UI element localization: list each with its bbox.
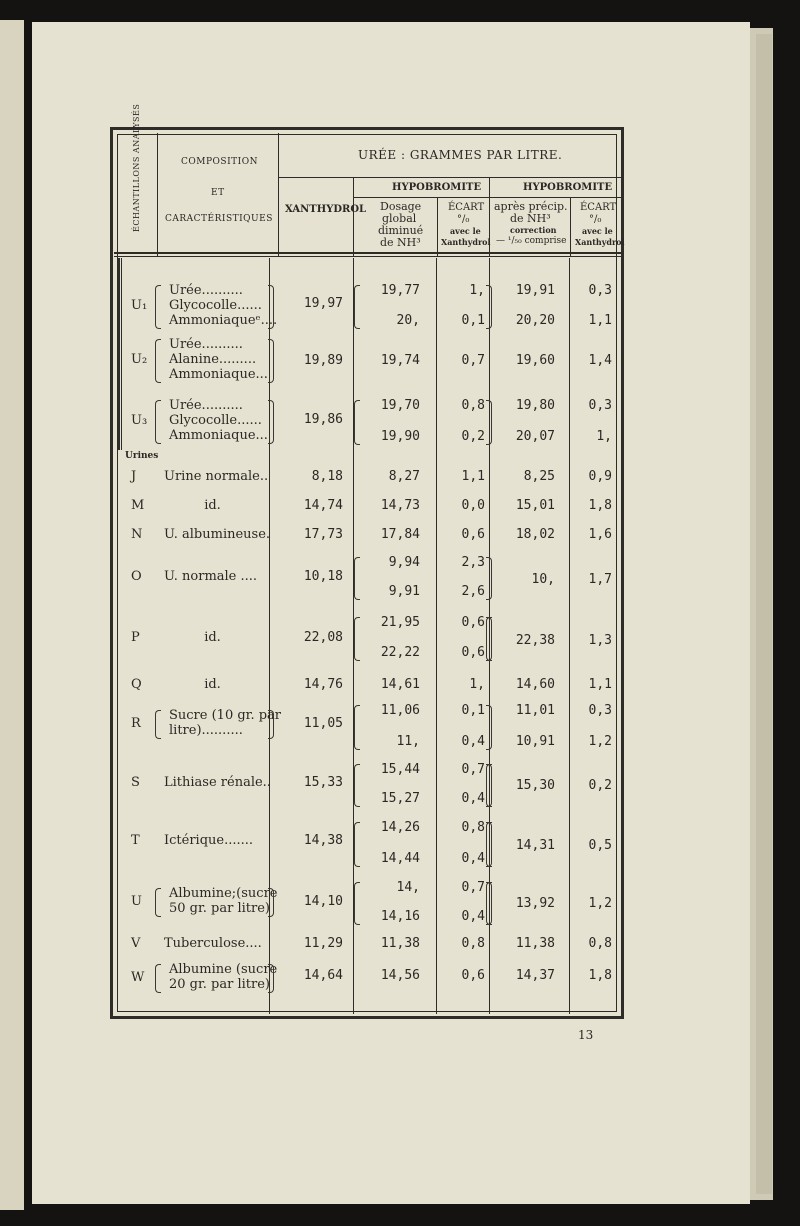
left-page-edge (0, 20, 24, 1210)
ecart2-value: 0,3 (588, 283, 612, 298)
col-rule-6 (570, 198, 571, 256)
xanthydrol-value: 14,76 (303, 677, 343, 692)
composition-cell: Alanine......... (169, 352, 257, 367)
header-composition-3: CARACTÉRISTIQUES (165, 214, 273, 224)
ecart2-value: 1,4 (588, 353, 612, 368)
ecart1-brace (486, 285, 492, 329)
composition-brace-right (268, 964, 274, 993)
header-composition-1: COMPOSITION (181, 157, 258, 167)
apres-value: 22,38 (515, 633, 555, 648)
xanthydrol-value: 11,29 (303, 936, 343, 951)
ecart2-value: 0,3 (588, 398, 612, 413)
apres-value: 19,91 (515, 283, 555, 298)
ecart1-value: 0,6 (461, 645, 485, 660)
composition-cell: Urée.......... (169, 337, 243, 352)
ecart1-value: 0,4 (461, 909, 485, 924)
row-id: P (131, 630, 140, 645)
composition-cell: id. (204, 498, 221, 513)
ecart2-value: 1,8 (588, 498, 612, 513)
composition-brace-right (268, 285, 274, 329)
xanthydrol-value: 17,73 (303, 527, 343, 542)
apres-value: 11,01 (515, 703, 555, 718)
header-dosage-4: de NH³ (380, 236, 421, 249)
hypo1-rule (353, 197, 489, 198)
header-dosage-1: Dosage (380, 200, 422, 213)
apres-value: 14,60 (515, 677, 555, 692)
ecart2-value: 0,8 (588, 936, 612, 951)
xanthydrol-value: 19,97 (303, 296, 343, 311)
dosage-value: 9,94 (388, 555, 420, 570)
dosage-value: 20, (396, 313, 420, 328)
composition-cell: Albumine;(sucre (169, 886, 278, 901)
composition-cell: 20 gr. par litre) (169, 977, 270, 992)
header-dosage-2: global (382, 212, 417, 225)
row-id: U₃ (131, 413, 148, 428)
ecart1-value: 1,1 (461, 469, 485, 484)
ecart1-value: 1, (469, 283, 485, 298)
col-rule-body-6 (569, 258, 570, 1014)
apres-brace (486, 617, 492, 661)
ecart2-value: 1,8 (588, 968, 612, 983)
apres-value: 15,01 (515, 498, 555, 513)
dosage-value: 14,61 (380, 677, 420, 692)
composition-cell: Sucre (10 gr. par (169, 708, 282, 723)
page-number: 13 (578, 1028, 594, 1042)
composition-cell: 50 gr. par litre) (169, 901, 270, 916)
row-id: U (131, 893, 142, 909)
ecart1-value: 2,3 (461, 555, 485, 570)
ecart2-value: 1,1 (588, 313, 612, 328)
apres-brace (486, 822, 492, 867)
dosage-value: 14,73 (380, 498, 420, 513)
ecart1-value: 0,8 (461, 936, 485, 951)
dosage-value: 21,95 (380, 615, 420, 630)
composition-cell: Ammoniaque... (169, 428, 268, 443)
col-rule-body-4 (436, 258, 437, 1014)
col-rule-1 (157, 133, 158, 256)
header-hypobromite-2: HYPOBROMITE (523, 182, 613, 193)
header-ecart2-1: ÉCART (580, 202, 617, 213)
header-echantillons: ÉCHANTILLONS ANALYSÉS (132, 103, 141, 232)
col-rule-2 (278, 133, 279, 256)
dosage-value: 14, (396, 880, 420, 895)
row-id: T (131, 833, 140, 848)
dosage-value: 14,56 (380, 968, 420, 983)
dosage-value: 19,70 (380, 398, 420, 413)
dosage-value: 11,38 (380, 936, 420, 951)
uree-rule (278, 177, 621, 178)
ecart1-value: 0,6 (461, 968, 485, 983)
header-bottom-rule (114, 252, 621, 254)
ecart2-value: 1,2 (588, 734, 612, 749)
xanthydrol-value: 8,18 (311, 469, 343, 484)
col-rule-4 (437, 198, 438, 256)
composition-brace-right (268, 888, 274, 917)
dosage-value: 14,26 (380, 820, 420, 835)
composition-cell: Tuberculose.... (164, 936, 262, 951)
row-id: V (131, 936, 141, 951)
dosage-brace (354, 882, 360, 925)
composition-brace-left (155, 285, 161, 329)
ecart1-value: 0,2 (461, 429, 485, 444)
dosage-value: 15,44 (380, 762, 420, 777)
composition-cell: id. (204, 630, 221, 645)
ecart2-value: 1,7 (588, 572, 612, 587)
composition-brace-left (155, 339, 161, 383)
ecart1-brace (486, 400, 492, 445)
ecart2-value: 1, (596, 429, 612, 444)
composition-cell: litre).......... (169, 723, 243, 738)
ecart2-value: 1,6 (588, 527, 612, 542)
composition-cell: Ammoniaque... (169, 367, 268, 382)
composition-brace-left (155, 888, 161, 917)
row-id: Q (131, 677, 142, 692)
composition-cell: Lithiase rénale.. (164, 775, 271, 790)
composition-brace-left (155, 964, 161, 993)
composition-brace-right (268, 710, 274, 739)
xanthydrol-value: 14,38 (303, 833, 343, 848)
composition-cell: Glycocolle...... (169, 413, 262, 428)
dosage-value: 19,90 (380, 429, 420, 444)
xanthydrol-value: 14,10 (303, 894, 343, 909)
apres-value: 19,80 (515, 398, 555, 413)
row-id: S (131, 775, 140, 790)
apres-value: 14,37 (515, 968, 555, 983)
row-id: U₁ (131, 298, 148, 313)
header-apres-3: correction (510, 225, 557, 235)
dosage-brace (354, 617, 360, 661)
ecart1-value: 0,7 (461, 880, 485, 895)
header-uree: URÉE : GRAMMES PAR LITRE. (358, 148, 563, 162)
dosage-brace (354, 764, 360, 807)
composition-brace-left (155, 400, 161, 444)
ecart1-value: 0,8 (461, 398, 485, 413)
dosage-brace (354, 400, 360, 445)
dosage-value: 9,91 (388, 584, 420, 599)
composition-cell: Urée.......... (169, 283, 243, 298)
ecart1-value: 1, (469, 677, 485, 692)
header-ecart1-4: Xanthydrol (441, 237, 491, 247)
apres-brace (486, 882, 492, 925)
ecart1-value: 0,6 (461, 615, 485, 630)
dosage-value: 11, (396, 734, 420, 749)
header-apres-2: de NH³ (510, 212, 551, 225)
apres-value: 11,38 (515, 936, 555, 951)
ecart2-value: 0,5 (588, 838, 612, 853)
dosage-value: 22,22 (380, 645, 420, 660)
composition-cell: Urine normale.. (164, 469, 269, 484)
page-stack-edge-inner (756, 34, 772, 1194)
dosage-value: 19,74 (380, 353, 420, 368)
dosage-value: 11,06 (380, 703, 420, 718)
ecart1-value: 0,0 (461, 498, 485, 513)
left-double-rule (118, 258, 120, 450)
header-ecart1-3: avec le (450, 226, 481, 236)
dosage-brace (354, 285, 360, 329)
header-ecart1-2: °/₀ (457, 214, 470, 225)
dosage-value: 19,77 (380, 283, 420, 298)
row-id: J (131, 469, 137, 484)
apres-value: 18,02 (515, 527, 555, 542)
header-dosage-3: diminué (378, 224, 424, 237)
ecart2-value: 1,3 (588, 633, 612, 648)
ecart1-value: 0,4 (461, 851, 485, 866)
ecart1-value: 0,1 (461, 703, 485, 718)
ecart1-value: 0,7 (461, 353, 485, 368)
header-ecart1-1: ÉCART (448, 202, 485, 213)
ecart1-value: 0,6 (461, 527, 485, 542)
ecart2-value: 1,2 (588, 896, 612, 911)
xanthydrol-value: 14,74 (303, 498, 343, 513)
dosage-brace (354, 557, 360, 600)
row-id: O (131, 569, 142, 584)
xanthydrol-value: 19,89 (303, 353, 343, 368)
dosage-brace (354, 822, 360, 867)
ecart1-value: 0,7 (461, 762, 485, 777)
xanthydrol-value: 22,08 (303, 630, 343, 645)
header-xanthydrol: XANTHYDROL (285, 204, 367, 215)
xanthydrol-value: 19,86 (303, 412, 343, 427)
row-id: W (131, 969, 145, 985)
header-apres-1: après précip. (494, 200, 568, 213)
apres-value: 10,91 (515, 734, 555, 749)
header-hypobromite-1: HYPOBROMITE (392, 182, 482, 193)
hypo2-rule (489, 197, 621, 198)
composition-cell: U. albumineuse. (164, 527, 271, 542)
apres-value: 14,31 (515, 838, 555, 853)
left-double-rule-2 (121, 258, 122, 450)
ecart1-value: 0,1 (461, 313, 485, 328)
row-id: N (131, 527, 143, 542)
ecart1-value: 0,4 (461, 734, 485, 749)
header-ecart2-3: avec le (582, 226, 613, 236)
dosage-brace (354, 705, 360, 750)
apres-brace (486, 764, 492, 807)
xanthydrol-value: 15,33 (303, 775, 343, 790)
dosage-value: 15,27 (380, 791, 420, 806)
ecart2-value: 0,2 (588, 778, 612, 793)
composition-cell: Glycocolle...... (169, 298, 262, 313)
apres-value: 20,07 (515, 429, 555, 444)
composition-brace-right (268, 339, 274, 383)
dosage-value: 14,44 (380, 851, 420, 866)
ecart1-value: 0,4 (461, 791, 485, 806)
composition-cell: Urée.......... (169, 398, 243, 413)
apres-value: 19,60 (515, 353, 555, 368)
header-bottom-rule-2 (114, 256, 621, 257)
urines-label: Urines (125, 451, 159, 461)
row-id: U₂ (131, 352, 148, 367)
composition-cell: id. (204, 677, 221, 692)
ecart1-value: 2,6 (461, 584, 485, 599)
xanthydrol-value: 14,64 (303, 968, 343, 983)
composition-cell: Ammoniaqueᵉ.... (169, 313, 278, 328)
xanthydrol-value: 10,18 (303, 569, 343, 584)
col-rule-3 (353, 177, 354, 256)
row-id: R (131, 715, 141, 731)
dosage-value: 8,27 (388, 469, 420, 484)
apres-value: 13,92 (515, 896, 555, 911)
header-composition-2: ET (211, 188, 225, 198)
apres-value: 15,30 (515, 778, 555, 793)
row-id: M (131, 498, 145, 513)
composition-cell: Albumine (sucre (169, 962, 278, 977)
composition-cell: Ictérique....... (164, 833, 254, 848)
ecart2-value: 0,9 (588, 469, 612, 484)
apres-value: 10, (531, 572, 555, 587)
apres-value: 20,20 (515, 313, 555, 328)
header-ecart2-4: Xanthydrol (575, 237, 625, 247)
composition-brace-right (268, 400, 274, 444)
dosage-value: 14,16 (380, 909, 420, 924)
header-ecart2-2: °/₀ (589, 214, 602, 225)
xanthydrol-value: 11,05 (303, 716, 343, 731)
ecart2-value: 1,1 (588, 677, 612, 692)
composition-cell: U. normale .... (164, 569, 258, 584)
ecart1-brace (486, 557, 492, 600)
apres-value: 8,25 (523, 469, 555, 484)
dosage-value: 17,84 (380, 527, 420, 542)
ecart1-brace (486, 705, 492, 750)
ecart2-value: 0,3 (588, 703, 612, 718)
ecart1-value: 0,8 (461, 820, 485, 835)
composition-brace-left (155, 710, 161, 739)
header-apres-4: — ¹/₅₀ comprise (496, 236, 567, 246)
